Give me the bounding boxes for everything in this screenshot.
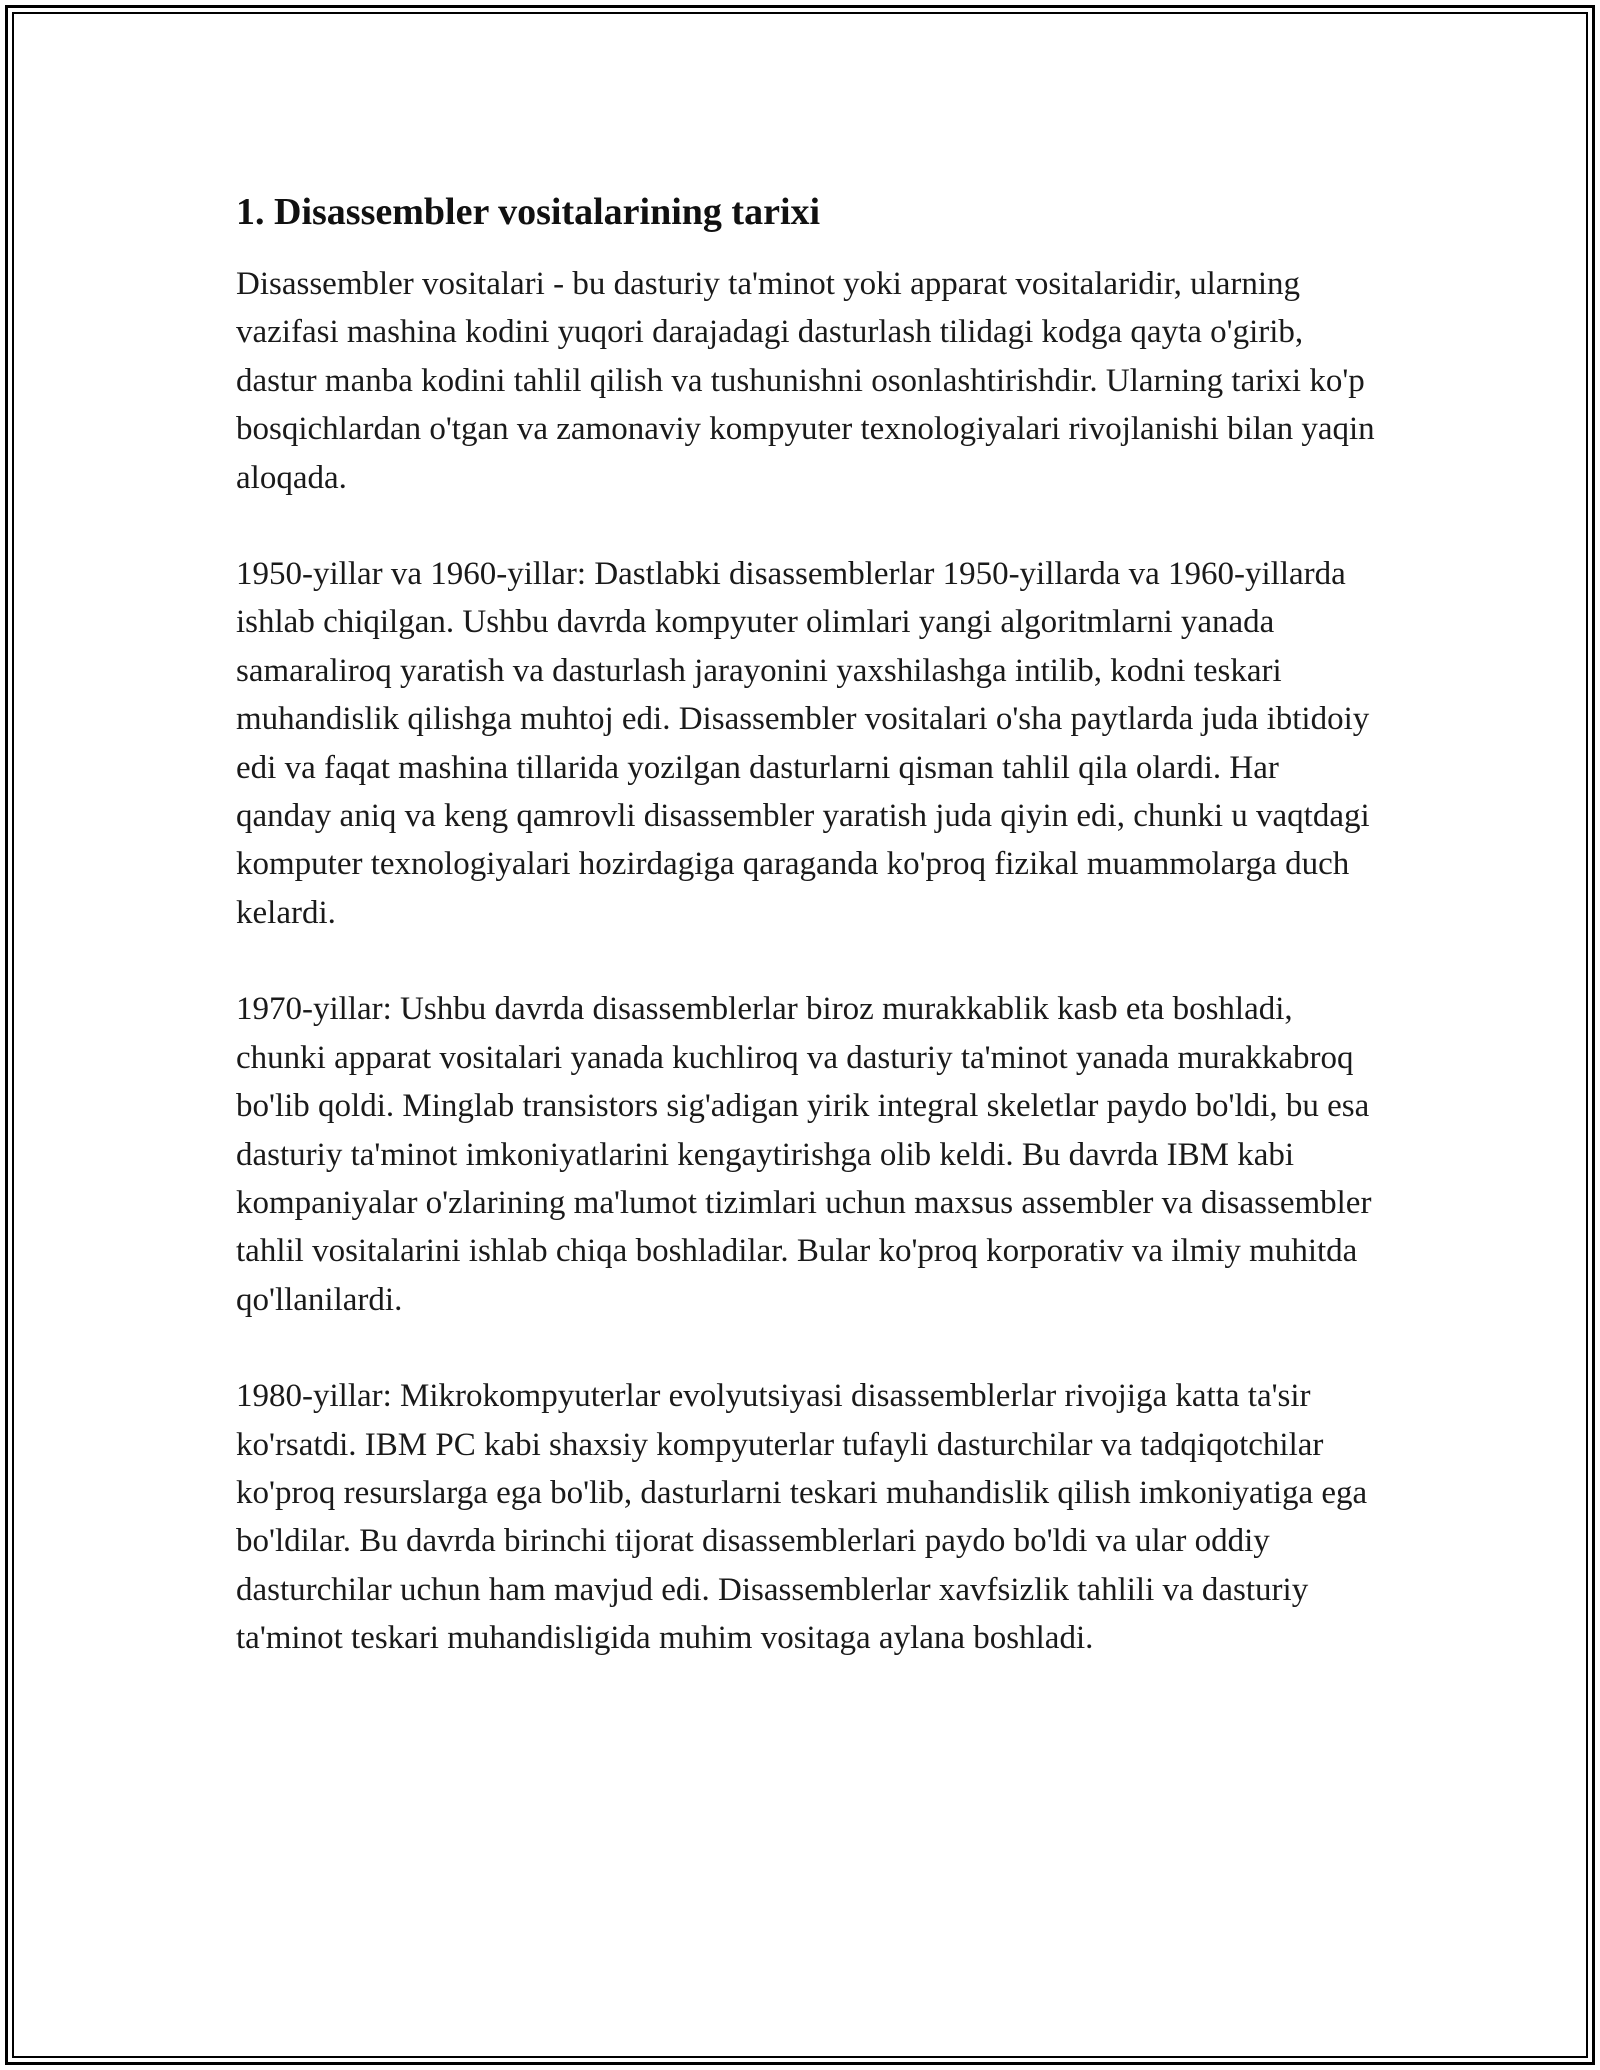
paragraph-1950s-1960s: 1950-yillar va 1960-yillar: Dastlabki disassemblerlar 1950-yillarda va 1960-yillarda ishlab chiqilgan. Ushbu davrda kompyuter olimlari yangi algoritmlarni yanada samaraliroq yaratish va dasturlash jarayonini yaxshilashga intilib, kodni teskari muhandislik qilishga muhtoj edi. Disassembler vositalari o'sha paytlarda juda ibtidoiy edi va faqat mashina tillarida yozilgan dasturlarni qisman tahlil qila olardi. Har qanday aniq va keng qamrovli disassembler yaratish juda qiyin edi, chunki u vaqtdagi komputer texnologiyalari hozirdagiga qaraganda ko'proq fizikal muammolarga duch kelardi. [236,556,1370,931]
paragraph-1970s: 1970-yillar: Ushbu davrda disassemblerlar biroz murakkablik kasb eta boshladi, chunki apparat vositalari yanada kuchliroq va dasturiy ta'minot yanada murakkabroq bo'lib qoldi. Minglab transistors sig'adigan yirik integral skeletlar paydo bo'ldi, bu esa dasturiy ta'minot imkoniyatlarini kengaytirishga olib keldi. Bu davrda IBM kabi kompaniyalar o'zlarining ma'lumot tizimlari uchun maxsus assembler va disassembler tahlil vositalarini ishlab chiqa boshladilar. Bular ko'proq korporativ va ilmiy muhitda qo'llanilardi. [236,991,1372,1318]
section-heading: 1. Disassembler vositalarining tarixi [236,191,821,233]
paragraph-intro: Disassembler vositalari - bu dasturiy ta'minot yoki apparat vositalaridir, ularning vazifasi mashina kodini yuqori darajadagi dasturlash tilidagi kodga qayta o'girib, dastur manba kodini tahlil qilish va tushunishni osonlashtirishdir. Ularning tarixi ko'p bosqichlardan o'tgan va zamonaviy kompyuter texnologiyalari rivojlanishi bilan yaqin aloqada. [236,266,1375,496]
paragraph-1980s: 1980-yillar: Mikrokompyuterlar evolyutsiyasi disassemblerlar rivojiga katta ta'sir ko'rsatdi. IBM PC kabi shaxsiy kompyuterlar tufayli dasturchilar va tadqiqotchilar ko'proq resurslarga ega bo'lib, dasturlarni teskari muhandislik qilish imkoniyatiga ega bo'ldilar. Bu davrda birinchi tijorat disassemblerlari paydo bo'ldi va ular oddiy dasturchilar uchun ham mavjud edi. Disassemblerlar xavfsizlik tahlili va dasturiy ta'minot teskari muhandisligida muhim vositaga aylana boshladi. [236,1378,1368,1657]
document-body [236,184,1376,1711]
